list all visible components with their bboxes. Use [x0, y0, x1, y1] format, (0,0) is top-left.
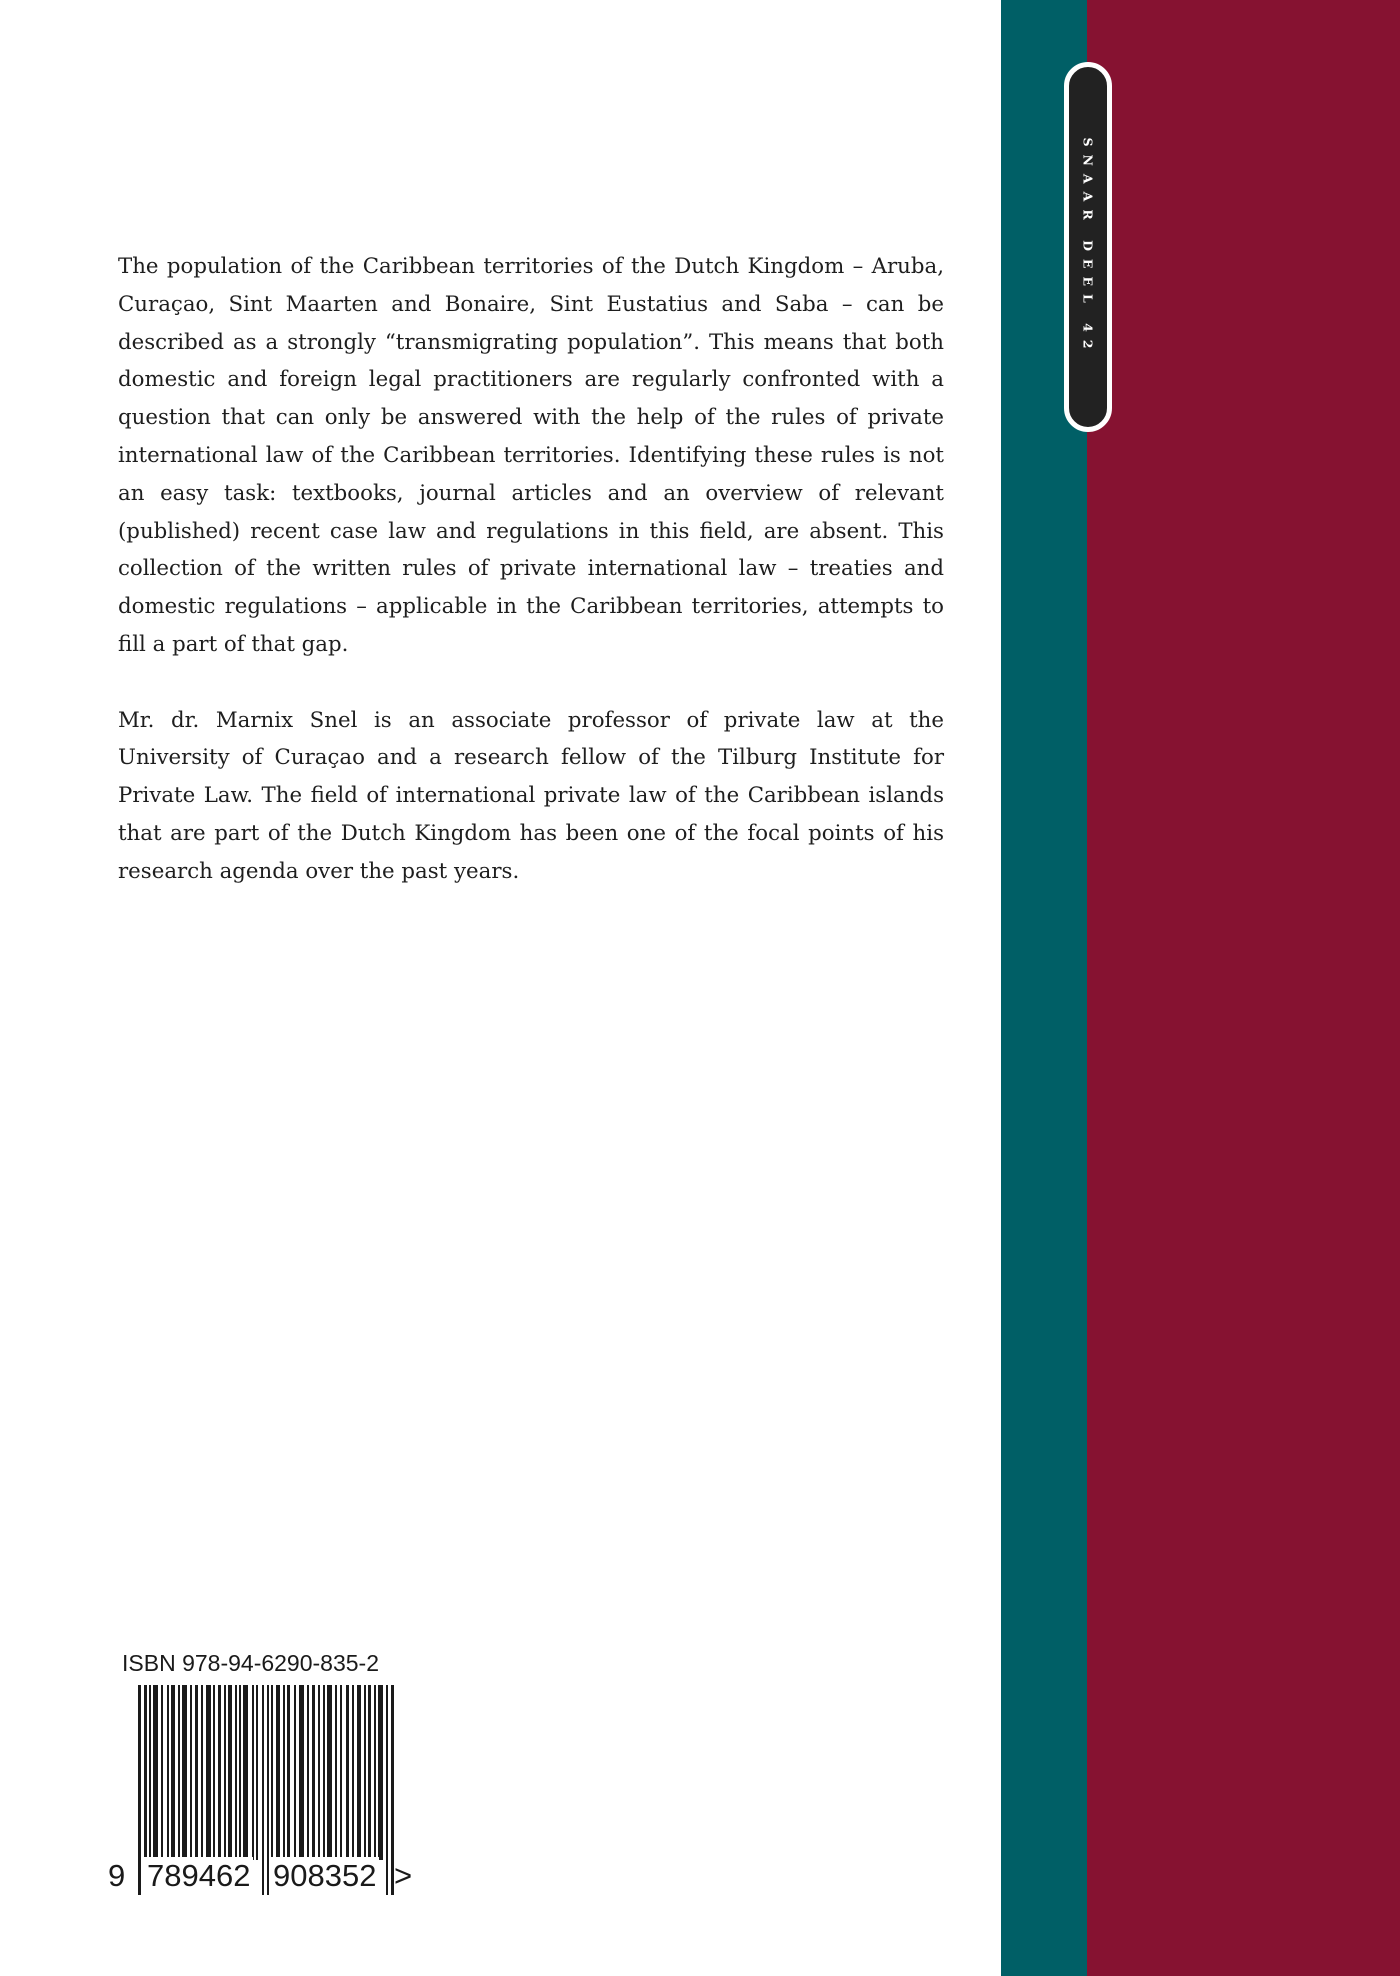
- series-label: SNAAR DEEL 42: [1080, 137, 1096, 357]
- blurb-description: The population of the Caribbean territories of the Dutch Kingdom – Aruba, Curaçao, Sint Maarten and Bonaire, Sint Eustatius and Saba – can be described as a strongly “transmigrating population”. This means that both domestic and foreign legal practitioners are regularly confronted with a question that can only be answered with the help of the rules of private international law of the Caribbean territories. Identifying these rules is not an easy task: textbooks, journal articles and an overview of relevant (published) recent case law and regulations in this field, are absent. This collection of the written rules of private international law – treaties and domestic regulations – applicable in the Caribbean territories, attempts to fill a part of that gap.: [118, 254, 944, 657]
- back-cover-blurb: [118, 248, 944, 891]
- barcode-left-digits: 789462: [144, 1857, 253, 1895]
- barcode-first-digit: 9: [108, 1858, 126, 1893]
- barcode-quiet-zone-marker: >: [394, 1858, 413, 1893]
- author-bio: Mr. dr. Marnix Snel is an associate professor of private law at the University of Curaçao and a research fellow of the Tilburg Institute for Private Law. The field of international private law of the Caribbean islands that are part of the Dutch Kingdom has been one of the focal points of his research agenda over the past years.: [118, 707, 944, 884]
- isbn-label: ISBN 978-94-6290-835-2: [122, 1650, 379, 1676]
- front-cover-edge: [1087, 0, 1400, 1976]
- series-badge: [1064, 62, 1112, 432]
- barcode-right-digits: 908352: [270, 1857, 379, 1895]
